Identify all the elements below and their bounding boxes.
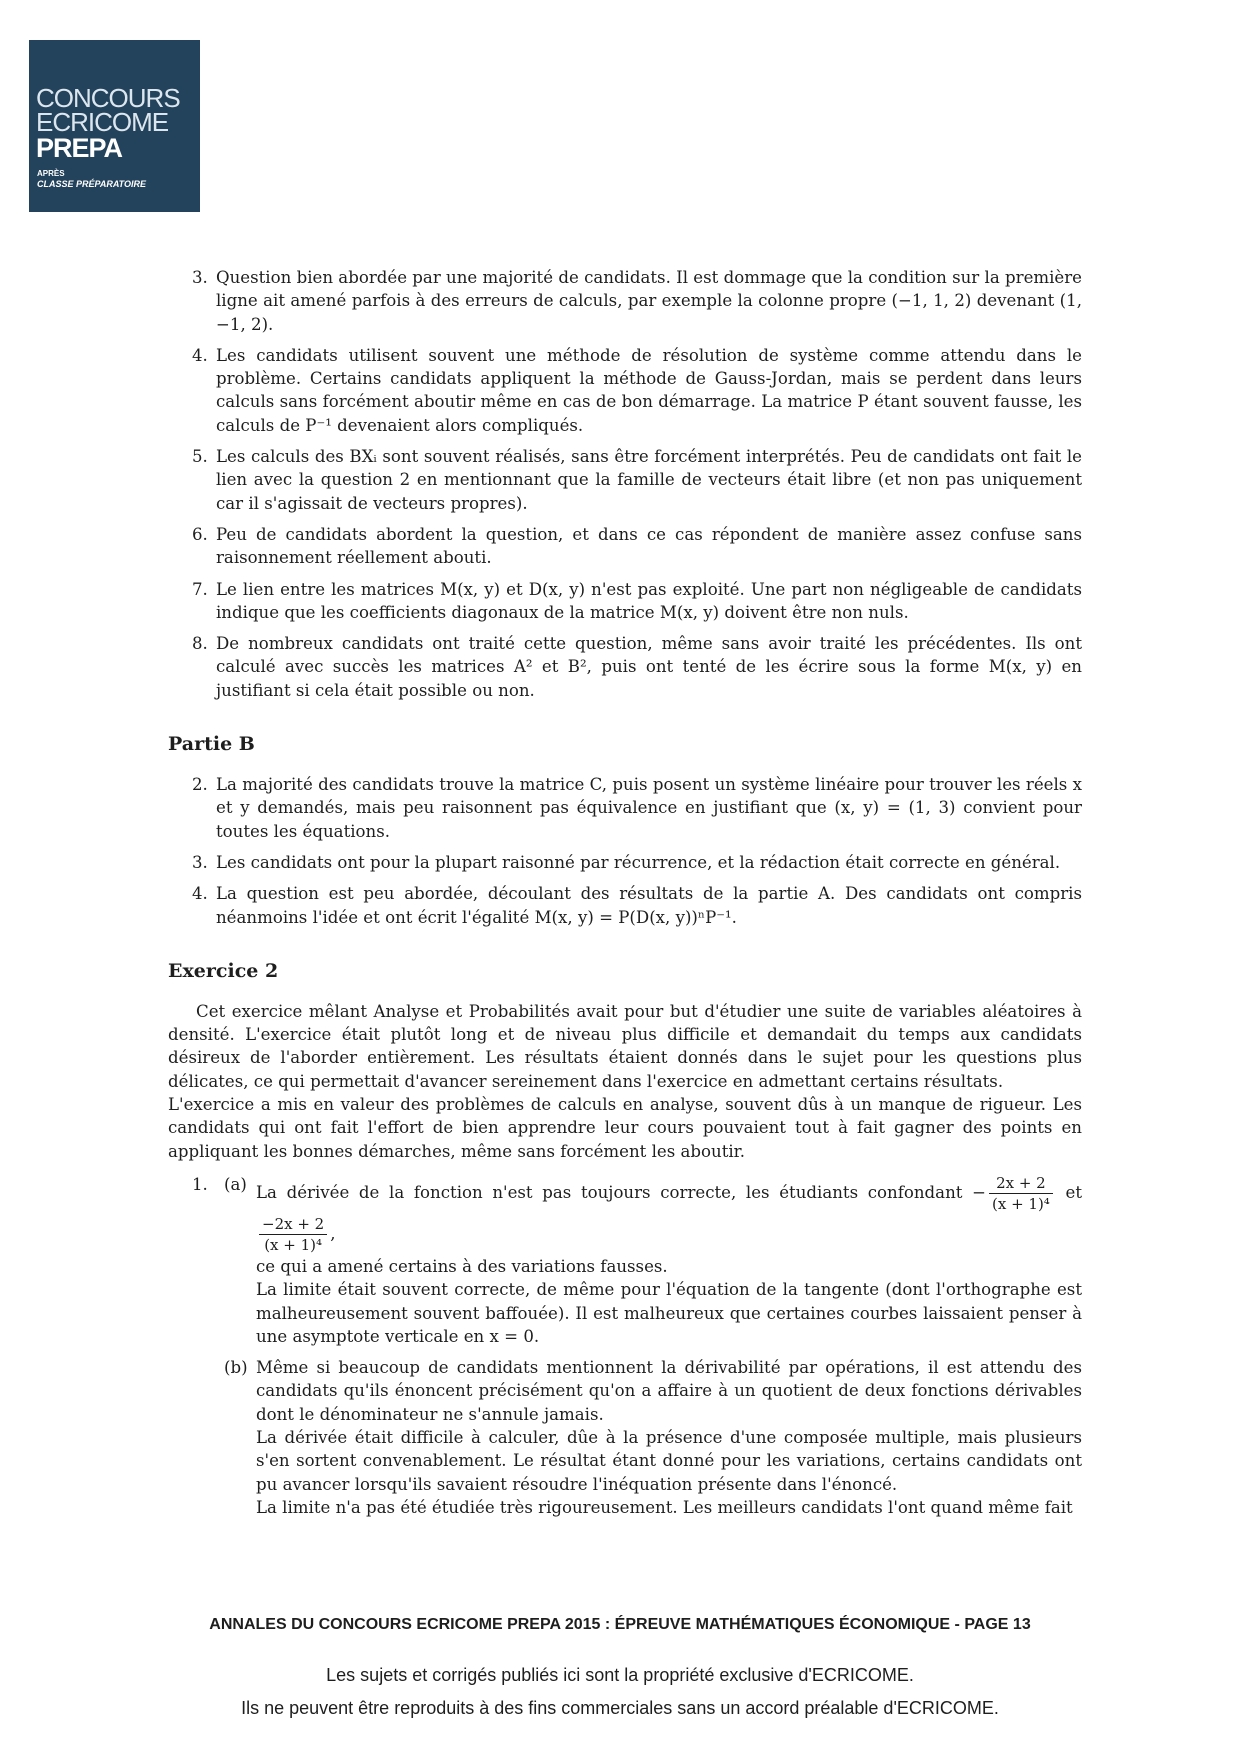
document-body <box>168 266 1082 1527</box>
list-item: 5. Les calculs des BXᵢ sont souvent réalisés, sans être forcément interprétés. Peu de candidats ont fait le lien avec la question 2 en mentionnant que la famille de vecteurs était libre (et non pas uniquement car il s'agissait de vecteurs propres). <box>192 447 1082 513</box>
logo-line-ecricome: ECRICOME <box>36 107 169 137</box>
section-heading-partie-b: Partie B <box>168 733 255 756</box>
logo-line-classe: CLASSE PRÉPARATOIRE <box>37 179 147 189</box>
exercise-intro-paragraph: Cet exercice mêlant Analyse et Probabilités avait pour but d'étudier une suite de variables aléatoires à densité. L'exercice était plutôt long et de niveau plus difficile et demandait du temps aux candidats désireux de l'aborder entièrement. Les résultats étaient donnés dans le sujet pour les questions plus délicates, ce qui permettait d'avancer sereinement dans l'exercice en admettant certains résultats. <box>168 1001 1082 1091</box>
fraction-1: $\frac{2x + 2}{\text{(x + 1)⁴}}$ <box>989 1173 1053 1214</box>
logo-line-concours: CONCOURS <box>36 83 180 113</box>
question-letter: (b) <box>224 1358 248 1378</box>
list-item: 8. De nombreux candidats ont traité cette question, même sans avoir traité les précédentes. Ils ont calculé avec succès les matrices A² et B², puis ont tenté de les écrire sous la forme M(x, y) en justifiant si cela était possible ou non. <box>192 634 1082 700</box>
logo-line-prepa: PREPA <box>36 133 123 163</box>
part-a-list <box>168 266 1082 702</box>
minus-sign: − <box>972 1182 986 1202</box>
exercise-intro-paragraph-2: L'exercice a mis en valeur des problèmes de calculs en analyse, souvent dûs à un manque de rigueur. Les candidats qui ont fait l'effort de bien apprendre leur cours pouvaient tout à fait gagner des points en appliquant les bonnes démarches, même sans forcément les aboutir. <box>168 1095 1082 1161</box>
footer-copyright-1: Les sujets et corrigés publiés ici sont la propriété exclusive d'ECRICOME. <box>326 1665 914 1685</box>
question-number: 1. <box>192 1174 208 1194</box>
list-item: 7. Le lien entre les matrices M(x, y) et D(x, y) n'est pas exploité. Une part non négligeable de candidats indique que les coefficients diagonaux de la matrice M(x, y) doivent être non nuls. <box>192 579 1082 622</box>
question-1a: 1. (a) La dérivée de la fonction n'est pas toujours correcte, les étudiants confondant − $\frac{2x + 2}{\text{(x + 1)⁴}}$ et $\frac{-2x + 2}{\text{(x + 1)⁴}}$ , ce qui a amené certains à des variations fausses. La limite était souvent correcte, de même pour l'équation de la tangente (dont l'orthographe est malheureusement souvent baffouée). Il est malheureux que certaines courbes laissaient penser à une asymptote verticale en x = 0. <box>192 1173 1082 1346</box>
fraction-2: $\frac{-2x + 2}{\text{(x + 1)⁴}}$ <box>259 1214 327 1255</box>
list-item: 4. Les candidats utilisent souvent une méthode de résolution de système comme attendu dans le problème. Certains candidats appliquent la méthode de Gauss-Jordan, mais se perdent dans leurs calculs sans forcément aboutir même en cas de bon démarrage. La matrice P étant souvent fausse, les calculs de P⁻¹ devenaient alors compliqués. <box>192 345 1082 435</box>
list-item: 2. La majorité des candidats trouve la matrice C, puis posent un système linéaire pour trouver les réels x et y demandés, mais peu raisonnent pas équivalence en justifiant que (x, y) = (1, 3) convient pour toutes les équations. <box>192 775 1082 841</box>
list-item: 4. La question est peu abordée, découlant des résultats de la partie A. Des candidats ont compris néanmoins l'idée et ont écrit l'égalité M(x, y) = P(D(x, y))ⁿP⁻¹. <box>192 884 1082 927</box>
question-letter: (a) <box>224 1174 247 1194</box>
list-item: 3. Les candidats ont pour la plupart raisonné par récurrence, et la rédaction était correcte en général. <box>192 852 1061 872</box>
footer-copyright-2: Ils ne peuvent être reproduits à des fins commerciales sans un accord préalable d'ECRICOME. <box>241 1698 999 1718</box>
question-1b: (b) Même si beaucoup de candidats mentionnent la dérivabilité par opérations, il est attendu des candidats qu'ils énoncent précisément qu'on a affaire à un quotient de deux fonctions dérivables dont le dénominateur ne s'annule jamais. La dérivée était difficile à calculer, dûe à la présence d'une composée multiple, mais plusieurs s'en sortent convenablement. Le résultat étant donné pour les variations, certains candidats ont pu avancer lorsqu'ils savaient résoudre l'inéquation présente dans l'énoncé. La limite n'a pas été étudiée très rigoureusement. Les meilleurs candidats l'ont quand même fait <box>224 1358 1082 1517</box>
ecricome-logo <box>29 40 200 212</box>
section-heading-exercice-2: Exercice 2 <box>168 959 279 982</box>
part-b-list <box>168 773 1082 929</box>
list-item: 6. Peu de candidats abordent la question, et dans ce cas répondent de manière assez confuse sans raisonnement réellement abouti. <box>192 524 1082 568</box>
list-item: 3. Question bien abordée par une majorité de candidats. Il est dommage que la condition sur la première ligne ait amené parfois à des erreurs de calculs, par exemple la colonne propre (−1, 1, 2) devenant (1, −1, 2). <box>192 268 1082 334</box>
page-footer-title: ANNALES DU CONCOURS ECRICOME PREPA 2015 : ÉPREUVE MATHÉMATIQUES ÉCONOMIQUE - PAGE 13 <box>209 1616 1031 1633</box>
logo-line-apres: APRÈS <box>37 169 65 178</box>
